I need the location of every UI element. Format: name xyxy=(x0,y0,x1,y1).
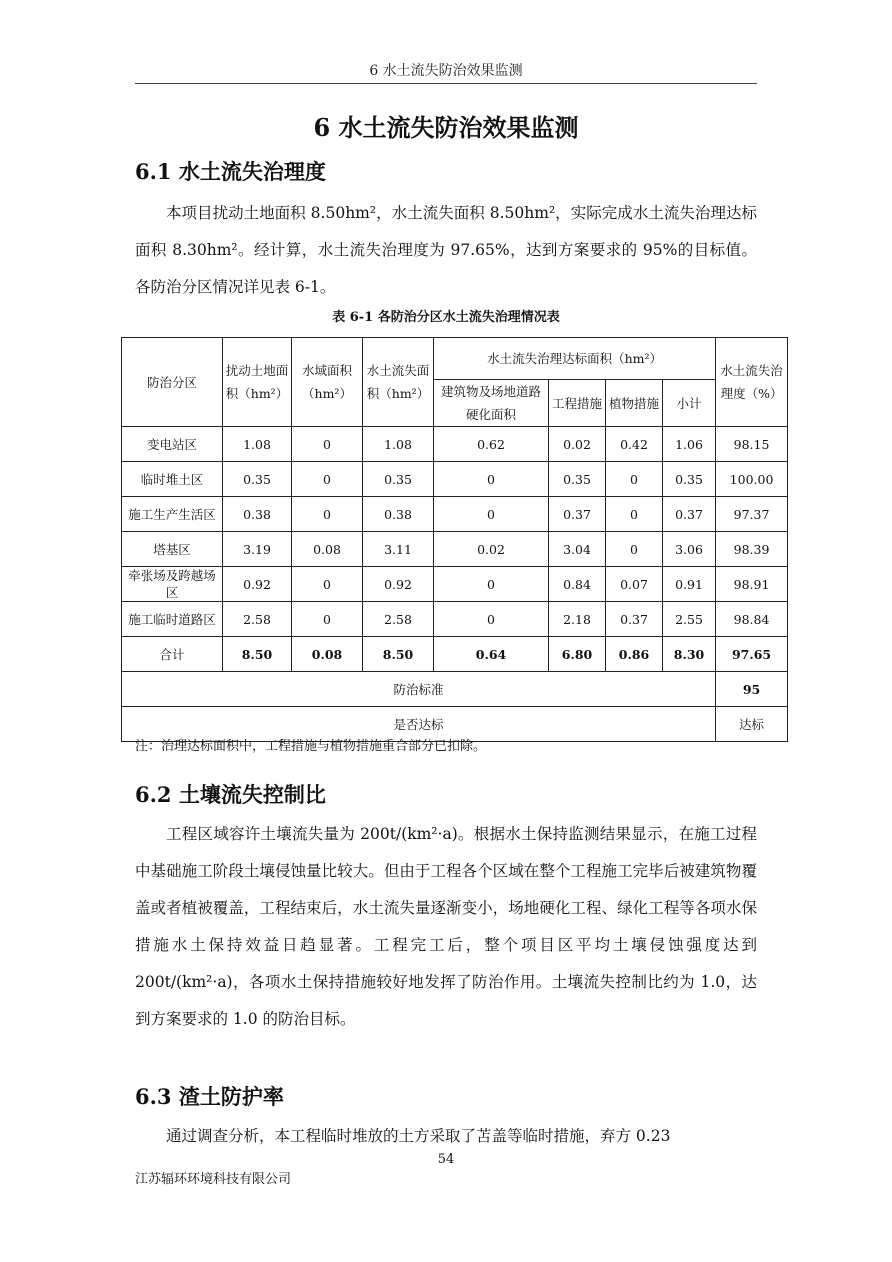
cell-disturbed-area: 0.92 xyxy=(223,567,292,602)
cell-disturbed-area: 0.38 xyxy=(223,497,292,532)
cell-vegetation: 0 xyxy=(606,532,663,567)
section-heading-6-2: 6.2 土壤流失控制比 xyxy=(135,782,326,807)
table-row xyxy=(122,462,788,497)
cell-standard-value: 95 xyxy=(716,672,788,707)
cell-building-road: 0.62 xyxy=(434,427,549,462)
col-header-erosion-area: 水土流失面积（hm²） xyxy=(363,338,434,427)
cell-water-area: 0 xyxy=(292,462,363,497)
section-6-1-paragraph: 本项目扰动土地面积 8.50hm²，水土流失面积 8.50hm²，实际完成水土流失治理达标面积 8.30hm²。经计算，水土流失治理度为 97.65%，达到方案要求的 95%的目标值。各防治分区情况详见表 6-1。 xyxy=(135,204,757,296)
table-standard-row xyxy=(122,672,788,707)
table-row xyxy=(122,602,788,637)
cell-subtotal: 1.06 xyxy=(663,427,716,462)
cell-total-building-road: 0.64 xyxy=(434,637,549,672)
table-note: 注：治理达标面积中，工程措施与植物措施重合部分已扣除。 xyxy=(135,739,487,754)
cell-compliance-label: 是否达标 xyxy=(122,707,716,742)
cell-engineering: 2.18 xyxy=(549,602,606,637)
cell-erosion-area: 2.58 xyxy=(363,602,434,637)
cell-subtotal: 0.91 xyxy=(663,567,716,602)
cell-vegetation: 0.07 xyxy=(606,567,663,602)
col-header-treated-group: 水土流失治理达标面积（hm²） xyxy=(434,338,716,380)
col-header-engineering: 工程措施 xyxy=(549,380,606,427)
col-header-disturbed-area: 扰动土地面积（hm²） xyxy=(223,338,292,427)
section-6-3-paragraph: 通过调查分析，本工程临时堆放的土方采取了苫盖等临时措施，弃方 0.23 xyxy=(166,1127,671,1145)
chapter-title: 6 水土流失防治效果监测 xyxy=(313,113,579,142)
cell-treatment-rate: 98.84 xyxy=(716,602,788,637)
cell-erosion-area: 0.92 xyxy=(363,567,434,602)
cell-water-area: 0 xyxy=(292,567,363,602)
cell-erosion-area: 0.35 xyxy=(363,462,434,497)
col-header-subtotal: 小计 xyxy=(663,380,716,427)
table-row xyxy=(122,427,788,462)
cell-subtotal: 0.37 xyxy=(663,497,716,532)
cell-treatment-rate: 98.15 xyxy=(716,427,788,462)
cell-engineering: 0.02 xyxy=(549,427,606,462)
cell-total-vegetation: 0.86 xyxy=(606,637,663,672)
col-header-water-area: 水域面积（hm²） xyxy=(292,338,363,427)
cell-engineering: 0.84 xyxy=(549,567,606,602)
cell-building-road: 0 xyxy=(434,602,549,637)
running-header: 6 水土流失防治效果监测 xyxy=(369,63,523,79)
cell-subtotal: 2.55 xyxy=(663,602,716,637)
cell-zone: 变电站区 xyxy=(122,427,223,462)
cell-zone: 施工临时道路区 xyxy=(122,602,223,637)
cell-water-area: 0.08 xyxy=(292,532,363,567)
section-heading-6-1: 6.1 水土流失治理度 xyxy=(135,159,326,184)
cell-engineering: 0.37 xyxy=(549,497,606,532)
header-rule xyxy=(135,83,757,84)
cell-zone: 塔基区 xyxy=(122,532,223,567)
cell-erosion-area: 0.38 xyxy=(363,497,434,532)
cell-standard-label: 防治标准 xyxy=(122,672,716,707)
cell-treatment-rate: 97.37 xyxy=(716,497,788,532)
cell-erosion-area: 3.11 xyxy=(363,532,434,567)
cell-treatment-rate: 98.39 xyxy=(716,532,788,567)
cell-zone: 临时堆土区 xyxy=(122,462,223,497)
cell-total-water-area: 0.08 xyxy=(292,637,363,672)
cell-zone: 牵张场及跨越场区 xyxy=(122,567,223,602)
page-number: 54 xyxy=(437,1152,455,1167)
cell-building-road: 0.02 xyxy=(434,532,549,567)
col-header-zone: 防治分区 xyxy=(122,338,223,427)
cell-disturbed-area: 3.19 xyxy=(223,532,292,567)
cell-disturbed-area: 1.08 xyxy=(223,427,292,462)
section-6-2-paragraph: 工程区域容许土壤流失量为 200t/(km²·a)。根据水土保持监测结果显示，在施工过程中基础施工阶段土壤侵蚀量比较大。但由于工程各个区域在整个工程施工完毕后被建筑物覆盖或者植被覆盖，工程结束后，水土流失量逐渐变小，场地硬化工程、绿化工程等各项水保措施水土保持效益日趋显著。工程完工后，整个项目区平均土壤侵蚀强度达到 200t/(km²·a)，各项水土保持措施较好地发挥了防治作用。土壤流失控制比约为 1.0，达到方案要求的 1.0 的防治目标。 xyxy=(135,825,757,1028)
cell-vegetation: 0 xyxy=(606,462,663,497)
cell-treatment-rate: 98.91 xyxy=(716,567,788,602)
cell-building-road: 0 xyxy=(434,497,549,532)
cell-subtotal: 3.06 xyxy=(663,532,716,567)
cell-subtotal: 0.35 xyxy=(663,462,716,497)
col-header-building-road: 建筑物及场地道路硬化面积 xyxy=(434,380,549,427)
cell-disturbed-area: 2.58 xyxy=(223,602,292,637)
cell-total-erosion-area: 8.50 xyxy=(363,637,434,672)
cell-zone: 施工生产生活区 xyxy=(122,497,223,532)
table-row xyxy=(122,567,788,602)
cell-total-subtotal: 8.30 xyxy=(663,637,716,672)
cell-vegetation: 0.37 xyxy=(606,602,663,637)
cell-erosion-area: 1.08 xyxy=(363,427,434,462)
treatment-table xyxy=(121,337,788,742)
table-row xyxy=(122,532,788,567)
col-header-vegetation: 植物措施 xyxy=(606,380,663,427)
cell-building-road: 0 xyxy=(434,462,549,497)
cell-engineering: 3.04 xyxy=(549,532,606,567)
table-total-row xyxy=(122,637,788,672)
cell-engineering: 0.35 xyxy=(549,462,606,497)
cell-total-label: 合计 xyxy=(122,637,223,672)
section-heading-6-3: 6.3 渣土防护率 xyxy=(135,1084,284,1109)
cell-total-disturbed-area: 8.50 xyxy=(223,637,292,672)
footer-company: 江苏辐环环境科技有限公司 xyxy=(135,1172,292,1187)
cell-water-area: 0 xyxy=(292,427,363,462)
table-row xyxy=(122,497,788,532)
cell-disturbed-area: 0.35 xyxy=(223,462,292,497)
table-caption: 表 6-1 各防治分区水土流失治理情况表 xyxy=(332,310,560,325)
cell-vegetation: 0 xyxy=(606,497,663,532)
cell-total-treatment-rate: 97.65 xyxy=(716,637,788,672)
col-header-treatment-rate: 水土流失治理度（%） xyxy=(716,338,788,427)
cell-water-area: 0 xyxy=(292,497,363,532)
cell-total-engineering: 6.80 xyxy=(549,637,606,672)
cell-building-road: 0 xyxy=(434,567,549,602)
cell-vegetation: 0.42 xyxy=(606,427,663,462)
cell-water-area: 0 xyxy=(292,602,363,637)
cell-compliance-value: 达标 xyxy=(716,707,788,742)
cell-treatment-rate: 100.00 xyxy=(716,462,788,497)
